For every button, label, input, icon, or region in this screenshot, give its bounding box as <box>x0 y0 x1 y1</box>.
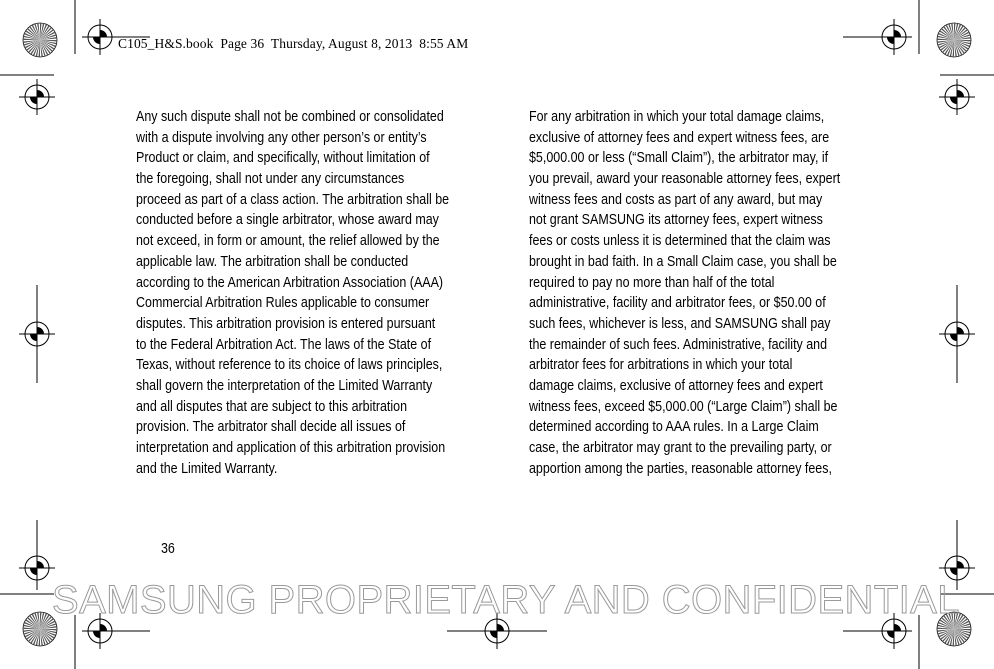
text-line: fees or costs unless it is determined that the claim was <box>529 233 831 250</box>
text-line: witness fees, exceed $5,000.00 (“Large Claim”) shall be <box>529 398 838 415</box>
registration-target-icon <box>82 19 118 55</box>
registration-target-icon <box>19 79 55 115</box>
text-line: required to pay no more than half of the total <box>529 274 775 291</box>
text-line: arbitrator fees for arbitrations in which your total <box>529 357 793 374</box>
text-line: conducted before a single arbitrator, whose award may <box>136 212 439 229</box>
text-line: administrative, facility and arbitrator fees, or $50.00 of <box>529 295 826 312</box>
text-line: not grant SAMSUNG its attorney fees, expert witness <box>529 212 823 229</box>
right-text-column <box>529 107 840 479</box>
text-line: witness fees and costs as part of any award, but may <box>529 191 823 208</box>
star-target-icon <box>937 23 971 57</box>
text-line: Product or claim, and specifically, without limitation of <box>136 150 430 167</box>
text-line: the remainder of such fees. Administrative, facility and <box>529 336 828 353</box>
registration-target-icon <box>939 79 975 115</box>
confidential-watermark: SAMSUNG PROPRIETARY AND CONFIDENTIAL <box>52 578 960 622</box>
text-line: with a dispute involving any other person’s or entity’s <box>136 129 427 146</box>
text-line: shall govern the interpretation of the Limited Warranty <box>136 377 433 394</box>
text-line: proceed as part of a class action. The arbitration shall be <box>136 191 450 208</box>
text-line: exclusive of attorney fees and expert witness fees, are <box>529 129 830 146</box>
text-line: disputes. This arbitration provision is entered pursuant <box>136 315 436 332</box>
star-target-icon <box>23 23 57 57</box>
text-line: interpretation and application of this arbitration provision <box>136 440 446 456</box>
text-line: brought in bad faith. In a Small Claim case, you shall be <box>529 253 837 270</box>
text-line: apportion among the parties, reasonable attorney fees, <box>529 460 832 477</box>
text-line: Any such dispute shall not be combined or consolidated <box>136 109 444 125</box>
text-line: damage claims, exclusive of attorney fees and expert <box>529 377 823 394</box>
print-slug: C105_H&S.book Page 36 Thursday, August 8, 2013 8:55 AM <box>118 36 469 51</box>
text-line: Commercial Arbitration Rules applicable to consumer <box>136 295 430 312</box>
registration-target-icon <box>939 316 975 352</box>
page-number: 36 <box>161 541 175 557</box>
text-line: not exceed, in form or amount, the relief allowed by the <box>136 233 440 250</box>
registration-target-icon <box>19 550 55 586</box>
text-line: $5,000.00 or less (“Small Claim”), the arbitrator may, if <box>529 150 829 167</box>
text-line: you prevail, award your reasonable attorney fees, expert <box>529 171 841 188</box>
registration-target-icon <box>876 19 912 55</box>
text-line: and the Limited Warranty. <box>136 460 278 477</box>
text-line: such fees, whichever is less, and SAMSUNG shall pay <box>529 315 831 332</box>
text-line: determined according to AAA rules. In a Large Claim <box>529 419 819 436</box>
left-text-column <box>136 107 449 479</box>
text-line: the foregoing, shall not under any circumstances <box>136 171 405 188</box>
text-line: to the Federal Arbitration Act. The laws of the State of <box>136 336 432 353</box>
text-line: For any arbitration in which your total damage claims, <box>529 109 825 125</box>
text-line: provision. The arbitrator shall decide all issues of <box>136 419 406 436</box>
text-line: Texas, without reference to its choice of laws principles, <box>136 357 443 374</box>
text-line: and all disputes that are subject to this arbitration <box>136 398 408 415</box>
text-line: applicable law. The arbitration shall be conducted <box>136 253 409 270</box>
text-line: case, the arbitrator may grant to the prevailing party, or <box>529 440 832 456</box>
registration-target-icon <box>19 316 55 352</box>
text-line: according to the American Arbitration Association (AAA) <box>136 274 444 291</box>
